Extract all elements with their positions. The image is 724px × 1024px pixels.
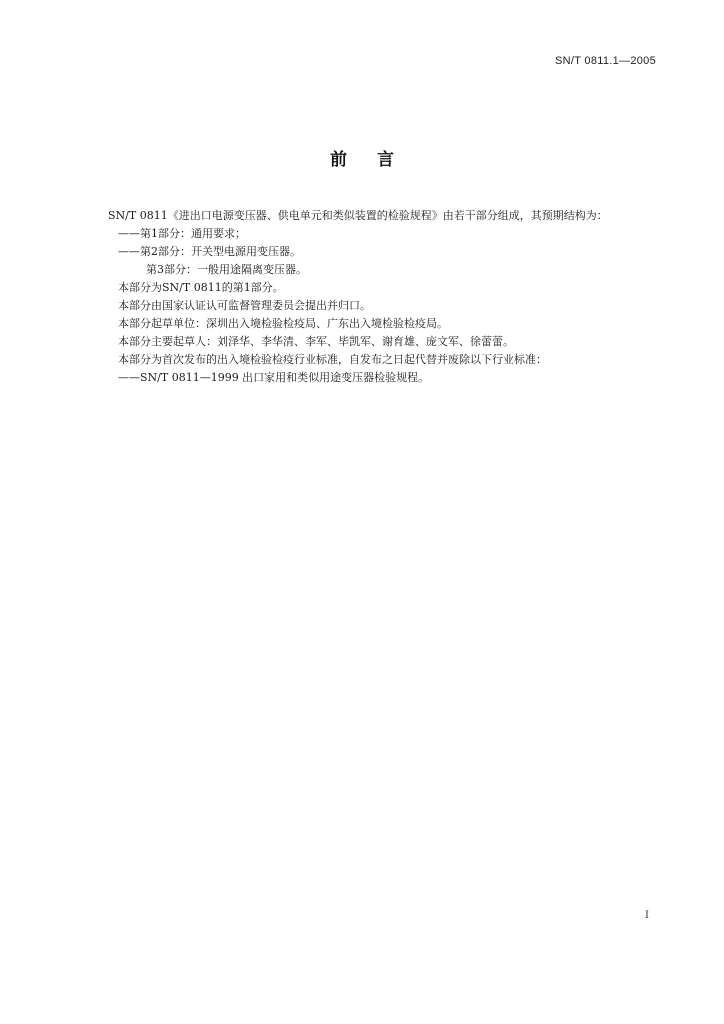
paragraph-drafters: 本部分主要起草人：刘泽华、李华清、李军、毕凯军、谢育雄、庞文军、徐蕾蕾。 bbox=[118, 335, 514, 348]
list-item-part-3: 第3部分：一般用途隔离变压器。 bbox=[146, 263, 307, 276]
paragraph-proposer: 本部分由国家认证认可监督管理委员会提出并归口。 bbox=[118, 299, 371, 312]
paragraph-replacement-note: 本部分为首次发布的出入境检验检疫行业标准，自发布之日起代替并废除以下行业标准： bbox=[118, 353, 547, 366]
list-item-replaced-standard: ——SN/T 0811—1999 出口家用和类似用途变压器检验规程。 bbox=[118, 371, 430, 384]
paragraph-drafting-units: 本部分起草单位：深圳出入境检验检疫局、广东出入境检验检疫局。 bbox=[118, 317, 448, 330]
paragraph-part-statement: 本部分为SN/T 0811的第1部分。 bbox=[118, 281, 284, 294]
page-number: I bbox=[645, 910, 649, 921]
standard-code-header: SN/T 0811.1—2005 bbox=[554, 55, 656, 67]
paragraph-structure-intro: SN/T 0811《进出口电源变压器、供电单元和类似装置的检验规程》由若干部分组成，其预期结构为： bbox=[108, 209, 608, 222]
page-title: 前言 bbox=[330, 150, 424, 170]
foreword-body bbox=[94, 207, 660, 387]
list-item-part-1: ——第1部分：通用要求； bbox=[118, 227, 246, 240]
list-item-part-2: ——第2部分：开关型电源用变压器。 bbox=[118, 245, 301, 258]
